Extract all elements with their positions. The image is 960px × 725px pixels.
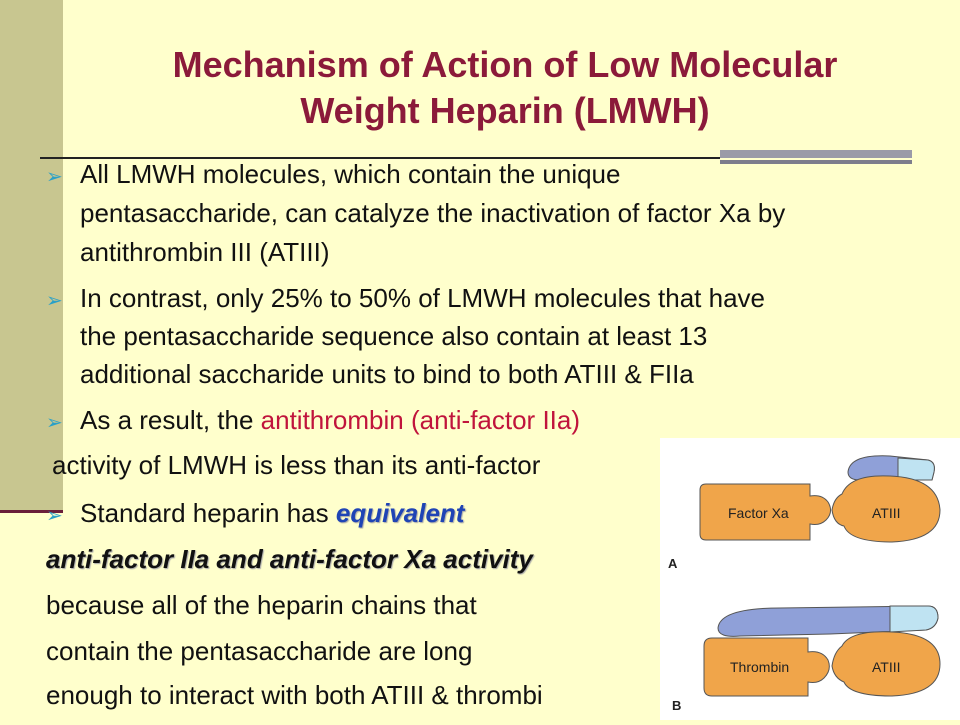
bullet-2-line-1: In contrast, only 25% to 50% of LMWH molecules that have — [80, 283, 766, 313]
heparin-pentasaccharide-a — [898, 458, 934, 480]
title-divider-accent-2 — [720, 160, 912, 164]
bullet-4-line-5: enough to interact with both ATIII & thrombi — [46, 680, 543, 710]
atiii-label-b: ATIII — [872, 659, 901, 675]
bullet-3-highlight: antithrombin (anti-factor IIa) — [260, 405, 581, 435]
mechanism-diagram — [660, 438, 960, 720]
factor-xa-label: Factor Xa — [728, 505, 789, 521]
bullet-2-line-3: additional saccharide units to bind to both ATIII & FIIa — [80, 359, 694, 389]
bullet-3-line-1 — [80, 401, 580, 439]
atiii-label-a: ATIII — [872, 505, 901, 521]
bullet-arrow-icon: ➢ — [46, 412, 63, 434]
title-line-1: Mechanism of Action of Low Molecular — [172, 44, 838, 85]
bullet-4-line-4: contain the pentasaccharide are long — [46, 636, 473, 666]
bullet-4-line-3: because all of the heparin chains that — [46, 590, 477, 620]
bullet-1-line-3: antithrombin III (ATIII) — [80, 237, 330, 267]
bullet-1-line-2: pentasaccharide, can catalyze the inactivation of factor Xa by — [80, 198, 786, 228]
panel-b-letter: B — [672, 698, 682, 713]
bullet-arrow-icon: ➢ — [46, 290, 63, 312]
title-divider-accent — [720, 150, 912, 158]
bullet-1-line-1: All LMWH molecules, which contain the unique — [80, 159, 621, 189]
mechanism-figure — [660, 438, 960, 720]
bullet-4-line-1 — [80, 494, 464, 532]
bullet-arrow-icon: ➢ — [46, 505, 63, 527]
bullet-4-emphasis: equivalent — [335, 498, 465, 528]
bullet-4-emphasis-line-2: anti-factor IIa and anti-factor Xa activity — [46, 544, 533, 574]
bullet-4-prefix: Standard heparin has — [80, 498, 336, 528]
thrombin-label: Thrombin — [730, 659, 790, 675]
heparin-pentasaccharide-b — [890, 606, 938, 632]
slide-title — [60, 42, 950, 134]
bullet-2-line-2: the pentasaccharide sequence also contain at least 13 — [80, 321, 708, 351]
bullet-arrow-icon: ➢ — [46, 166, 63, 188]
bullet-3-continuation: activity of LMWH is less than its anti-factor — [52, 450, 541, 480]
panel-a-letter: A — [668, 556, 678, 571]
bullet-3-prefix: As a result, the — [80, 405, 261, 435]
title-line-2: Weight Heparin (LMWH) — [300, 90, 710, 131]
